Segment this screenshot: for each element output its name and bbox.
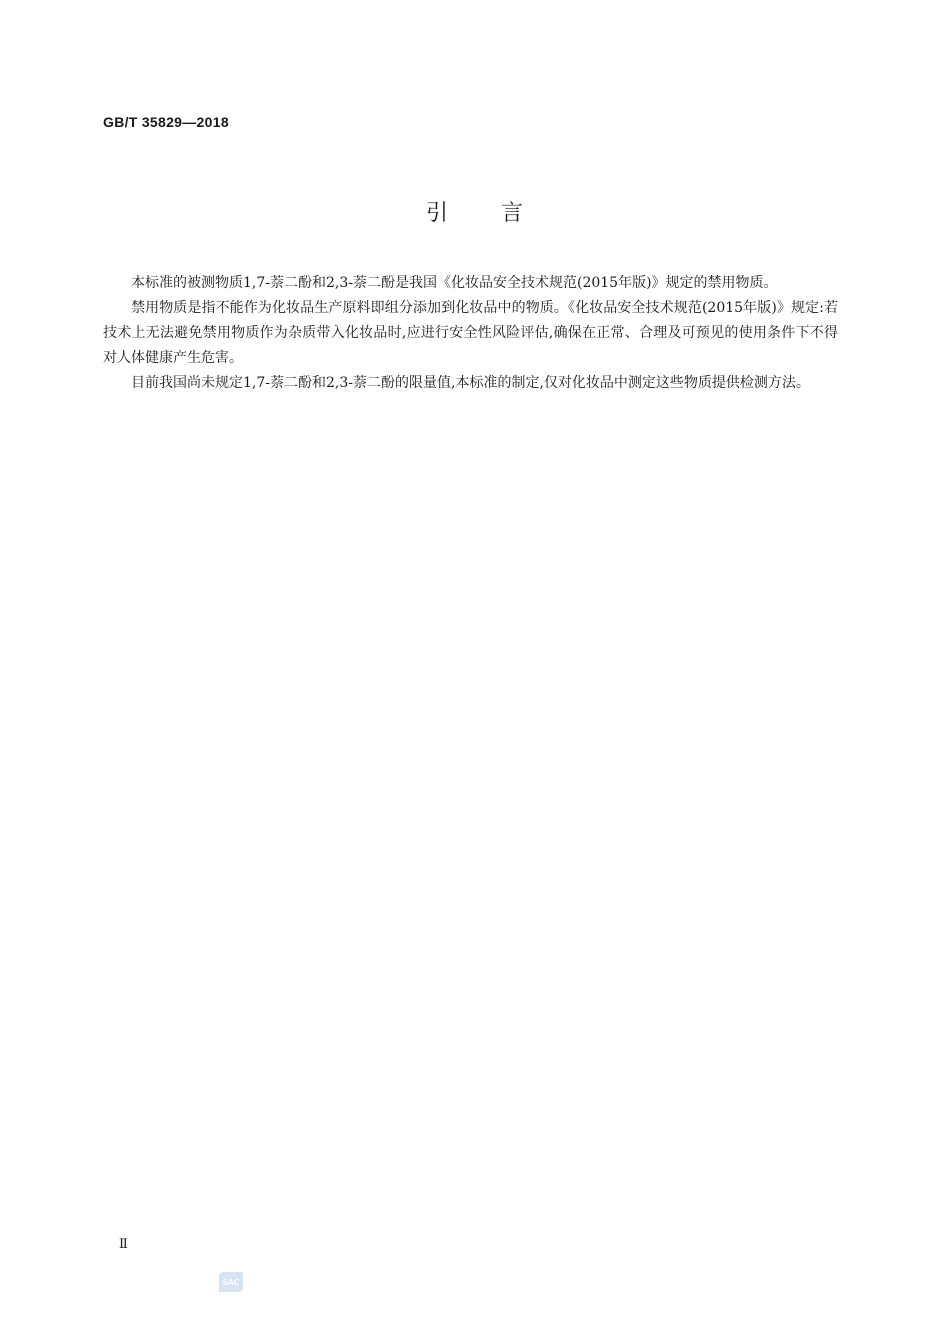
sac-logo-icon: [218, 1270, 244, 1294]
paragraph-3: 目前我国尚未规定1,7-萘二酚和2,3-萘二酚的限量值,本标准的制定,仅对化妆品中测定这些物质提供检测方法。: [131, 375, 810, 391]
page-title: [0, 196, 950, 227]
paragraph-2: 禁用物质是指不能作为化妆品生产原料即组分添加到化妆品中的物质。《化妆品安全技术规范(2015年版)》规定:若技术上无法避免禁用物质作为杂质带入化妆品时,应进行安全性风险评估,确保在正常、合理及可预见的使用条件下不得对人体健康产生危害。: [103, 300, 838, 366]
title-char-2: 言: [501, 201, 525, 226]
page-number: Ⅱ: [119, 1237, 128, 1252]
title-char-1: 引: [425, 201, 449, 226]
standard-code: GB/T 35829—2018: [103, 114, 229, 130]
svg-text:SAC: SAC: [222, 1278, 240, 1287]
introduction-body: [103, 271, 838, 396]
paragraph-1: 本标准的被测物质1,7-萘二酚和2,3-萘二酚是我国《化妆品安全技术规范(2015年版)》规定的禁用物质。: [131, 275, 778, 291]
